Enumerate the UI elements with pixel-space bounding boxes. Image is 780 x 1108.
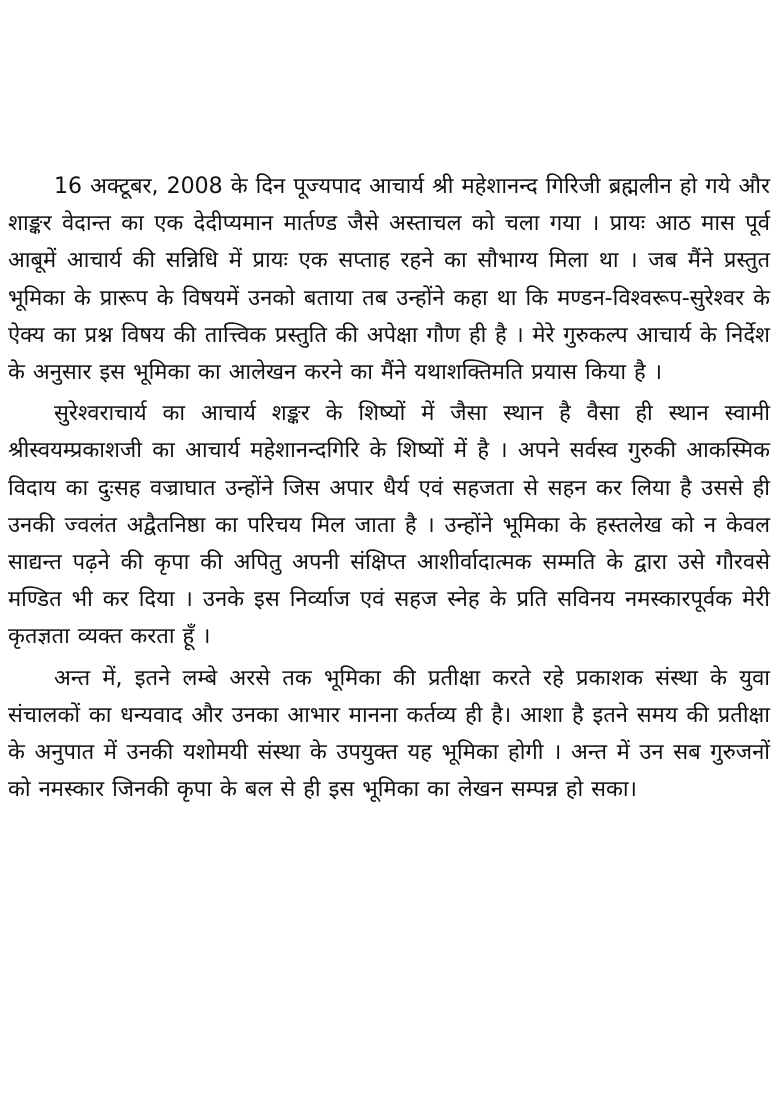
document-body xyxy=(8,168,770,812)
paragraph-2: सुरेश्वराचार्य का आचार्य शङ्कर के शिष्यों में जैसा स्थान है वैसा ही स्थान स्वामी श्रीस्वयम्प्रकाशजी का आचार्य महेशानन्दगिरि के शिष्यों में है । अपने सर्वस्व गुरुकी आकस्मिक विदाय का दुःसह वज्राघात उन्होंने जिस अपार धैर्य एवं सहजता से सहन कर लिया है उससे ही उनकी ज्वलंत अद्वैतनिष्ठा का परिचय मिल जाता है । उन्होंने भूमिका के हस्तलेख को न केवल साद्यन्त पढ़ने की कृपा की अपितु अपनी संक्षिप्त आशीर्वादात्मक सम्मति के द्वारा उसे गौरवसे मण्डित भी कर दिया । उनके इस निर्व्याज एवं सहज स्नेह के प्रति सविनय नमस्कारपूर्वक मेरी कृतज्ञता व्यक्त करता हूँ । xyxy=(8,401,770,650)
paragraph-1: 16 अक्टूबर, 2008 के दिन पूज्यपाद आचार्य श्री महेशानन्द गिरिजी ब्रह्मलीन हो गये और शाङ्कर वेदान्त का एक देदीप्यमान मार्तण्ड जैसे अस्ताचल को चला गया । प्रायः आठ मास पूर्व आबूमें आचार्य की सन्निधि में प्रायः एक सप्ताह रहने का सौभाग्य मिला था । जब मैंने प्रस्तुत भूमिका के प्रारूप के विषयमें उनको बताया तब उन्होंने कहा था कि मण्डन-विश्वरूप-सुरेश्वर के ऐक्य का प्रश्न विषय की तात्त्विक प्रस्तुति की अपेक्षा गौण ही है । मेरे गुरुकल्प आचार्य के निर्देश के अनुसार इस भूमिका का आलेखन करने का मैंने यथाशक्तिमति प्रयास किया है । xyxy=(8,174,770,386)
paragraph-3: अन्त में, इतने लम्बे अरसे तक भूमिका की प्रतीक्षा करते रहे प्रकाशक संस्था के युवा संचालकों का धन्यवाद और उनका आभार मानना कर्तव्य ही है। आशा है इतने समय की प्रतीक्षा के अनुपात में उनकी यशोमयी संस्था के उपयुक्त यह भूमिका होगी । अन्त में उन सब गुरुजनों को नमस्कार जिनकी कृपा के बल से ही इस भूमिका का लेखन सम्पन्न हो सका। xyxy=(8,665,770,803)
